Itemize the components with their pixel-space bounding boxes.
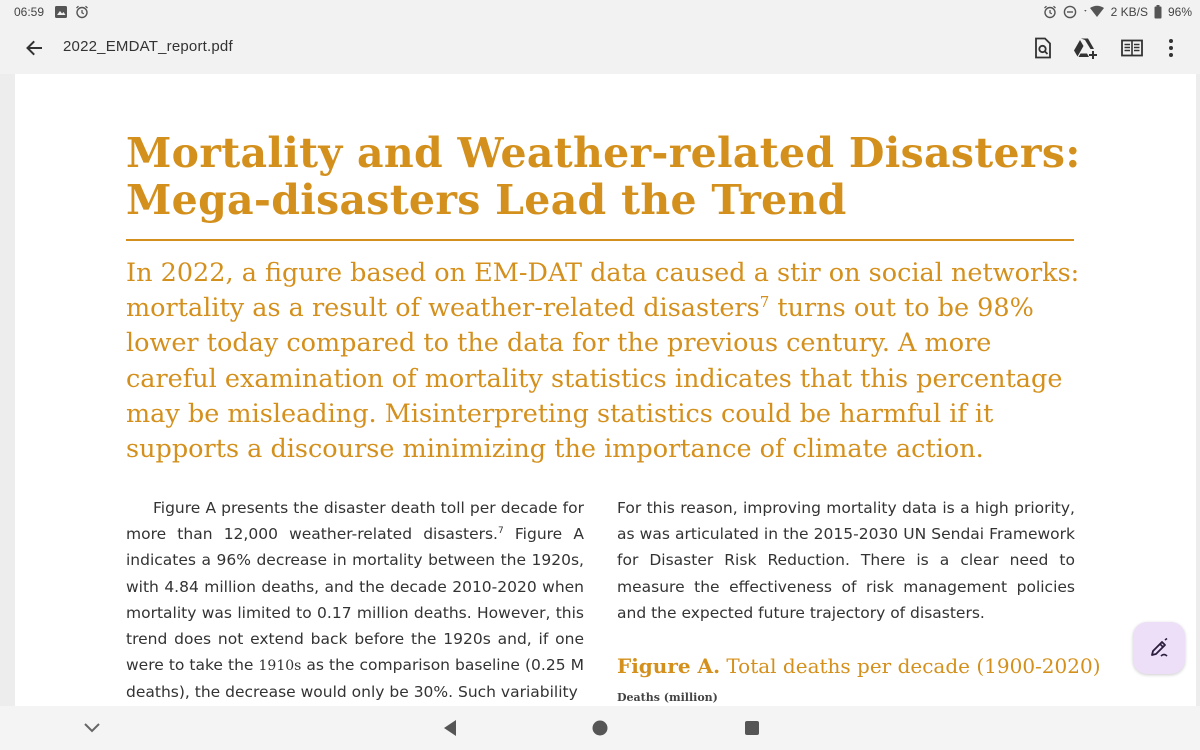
hide-keyboard-button[interactable]	[80, 716, 104, 740]
chevron-down-icon	[83, 722, 101, 734]
system-navigation-bar	[0, 706, 1200, 750]
pdf-page	[15, 74, 1196, 706]
network-speed: 2 KB/S	[1110, 5, 1148, 19]
lead-text-1: In 2022, a figure based on EM-DAT data caused a stir on social networks: mortality as a result of weather-related disasters	[126, 258, 1080, 324]
figure-y-axis-label: Deaths (million)	[617, 691, 718, 704]
app-bar	[0, 24, 1200, 74]
lead-paragraph	[126, 256, 1086, 467]
article-title-line-2: Mega-disasters Lead the Trend	[126, 176, 847, 224]
figure-caption-text: Total deaths per decade (1900-2020)	[720, 654, 1101, 678]
status-right	[1043, 3, 1192, 21]
add-to-drive-icon	[1073, 37, 1099, 59]
left-text-3: as the comparison baseline (0.25 M deaths), the decrease would only be 30%. Such variability	[126, 656, 584, 702]
reading-mode-icon	[1121, 39, 1143, 57]
pen-annotate-icon	[1148, 637, 1170, 659]
nav-recents-square-icon	[744, 720, 760, 736]
more-options-button[interactable]	[1158, 35, 1184, 61]
add-to-drive-button[interactable]	[1073, 35, 1099, 61]
wifi-icon	[1083, 5, 1105, 19]
article-title	[126, 130, 1086, 224]
status-time: 06:59	[14, 5, 45, 19]
document-title: 2022_EMDAT_report.pdf	[63, 38, 233, 55]
figure-label: Figure A.	[617, 654, 721, 678]
annotate-button[interactable]	[1133, 622, 1185, 674]
image-notification-icon	[54, 5, 68, 19]
left-text-1: Figure A presents the disaster death toll per decade for more than 12,000 weather-related disasters.	[126, 499, 584, 544]
body-right-column: For this reason, improving mortality data is a high priority, as was articulated in the 2015-2030 UN Sendai Framework for Disaster Risk Reduction. There is a clear need to measure the effectiveness of risk management policies and the expected future trajectory of disasters.	[617, 499, 1075, 622]
nav-back-button[interactable]	[438, 716, 462, 740]
left-text-2: Figure A indicates a 96% decrease in mortality between the 1920s, with 4.84 million deaths, and the decade 2010-2020 when mortality was limited to 0.17 million deaths. However, this trend does not extend back before the 1920s and, if one were to take the	[126, 525, 584, 675]
lead-footnote-ref: 7	[759, 293, 770, 312]
alarm-icon	[1043, 5, 1057, 19]
reading-mode-button[interactable]	[1119, 35, 1145, 61]
pdf-viewport[interactable]	[0, 74, 1200, 706]
alarm-icon	[75, 5, 89, 19]
battery-icon	[1154, 5, 1162, 19]
left-footnote-ref: 7	[498, 526, 504, 537]
body-left-column	[126, 495, 584, 706]
nav-home-button[interactable]	[588, 716, 612, 740]
nav-back-triangle-icon	[442, 719, 458, 737]
battery-level: 96%	[1167, 5, 1192, 19]
lead-text-2: turns out to be 98% lower today compared to the data for the previous century. A more careful examination of mortality statistics indicates that this percentage may be misleading. Misinterpreting statistics could be harmful if it supports a discourse minimizing the importance of climate action.	[126, 293, 1063, 465]
left-decade: 1910s	[258, 658, 302, 675]
title-divider	[126, 239, 1074, 241]
nav-recents-button[interactable]	[740, 716, 764, 740]
find-in-page-icon	[1034, 37, 1052, 59]
back-button[interactable]	[20, 34, 48, 62]
figure-caption	[617, 654, 1101, 678]
back-arrow-icon	[24, 38, 44, 58]
more-vert-icon	[1168, 38, 1174, 58]
find-in-page-button[interactable]	[1030, 35, 1056, 61]
do-not-disturb-icon	[1063, 5, 1077, 19]
status-bar	[0, 0, 1200, 24]
nav-home-circle-icon	[591, 719, 609, 737]
article-title-line-1: Mortality and Weather-related Disasters:	[126, 129, 1081, 177]
